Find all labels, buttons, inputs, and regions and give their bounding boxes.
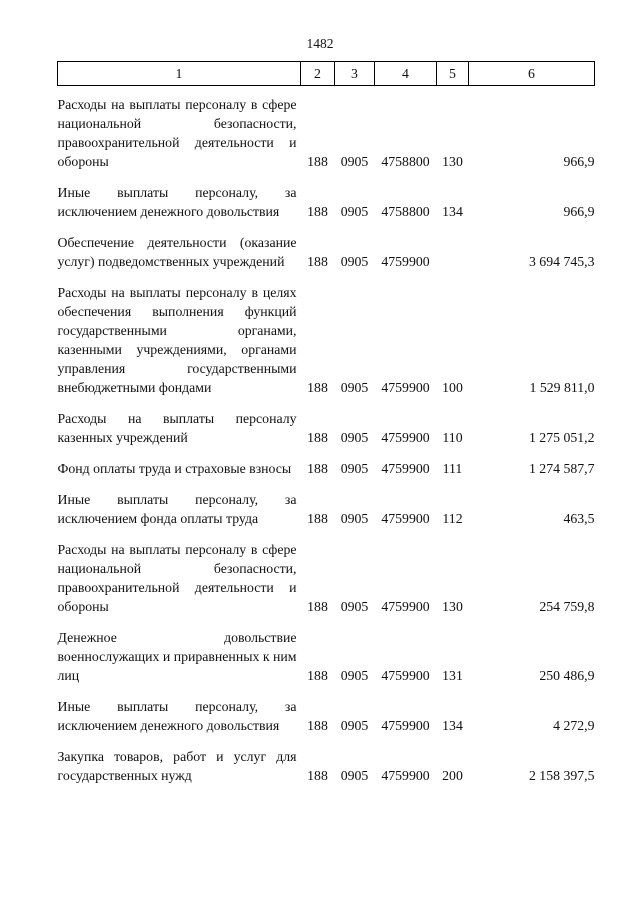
table-row: [58, 397, 595, 447]
row-rzpr-cell: 0905: [340, 718, 369, 733]
row-csr-cell: 4759900: [381, 430, 430, 445]
row-vr-cell: 134: [442, 718, 463, 733]
row-csr-cell: 4759900: [381, 768, 430, 783]
row-vr-cell: 131: [442, 668, 463, 683]
table-row: [58, 86, 595, 172]
row-name-cell: Обеспечение деятельности (оказание услуг) подведомственных учреждений: [57, 235, 297, 269]
row-csr-cell: 4759900: [381, 511, 430, 526]
column-header-2: 2: [301, 62, 335, 86]
row-vr-cell: 112: [442, 511, 463, 526]
table-row: [58, 171, 595, 221]
row-ved-cell: 188: [307, 668, 328, 683]
row-sum-cell: 3 694 745,3: [528, 254, 595, 269]
row-sum-cell: 966,9: [563, 204, 595, 219]
table-row: [58, 221, 595, 271]
row-sum-cell: 966,9: [563, 154, 595, 169]
column-header-6: 6: [469, 62, 595, 86]
row-vr-cell: 110: [442, 430, 463, 445]
row-ved-cell: 188: [307, 461, 328, 476]
row-ved-cell: 188: [307, 599, 328, 614]
table-row: [58, 735, 595, 785]
row-rzpr-cell: 0905: [340, 380, 369, 395]
row-sum-cell: 463,5: [563, 511, 595, 526]
table-row: [58, 271, 595, 397]
column-header-4: 4: [375, 62, 437, 86]
row-ved-cell: 188: [307, 154, 328, 169]
row-rzpr-cell: 0905: [340, 430, 369, 445]
row-vr-cell: [437, 221, 469, 271]
row-ved-cell: 188: [307, 511, 328, 526]
row-rzpr-cell: 0905: [340, 204, 369, 219]
row-sum-cell: 250 486,9: [539, 668, 595, 683]
row-rzpr-cell: 0905: [340, 511, 369, 526]
table-row: [58, 478, 595, 528]
table-header-row: [58, 62, 595, 86]
row-vr-cell: 130: [442, 154, 463, 169]
page-number: 1482: [306, 36, 334, 51]
table-row: [58, 685, 595, 735]
row-csr-cell: 4759900: [381, 461, 430, 476]
table-row: [58, 528, 595, 616]
budget-table: [57, 61, 595, 785]
row-csr-cell: 4759900: [381, 718, 430, 733]
row-name-cell: Денежное довольствие военнослужащих и приравненных к ним лиц: [57, 630, 297, 683]
table-row: [58, 616, 595, 685]
row-vr-cell: 130: [442, 599, 463, 614]
row-ved-cell: 188: [307, 204, 328, 219]
row-vr-cell: 100: [442, 380, 463, 395]
row-ved-cell: 188: [307, 380, 328, 395]
row-rzpr-cell: 0905: [340, 768, 369, 783]
table-row: [58, 447, 595, 478]
row-sum-cell: 1 529 811,0: [529, 380, 595, 395]
row-name-cell: Иные выплаты персоналу, за исключением фонда оплаты труда: [57, 492, 297, 526]
row-rzpr-cell: 0905: [340, 599, 369, 614]
row-ved-cell: 188: [307, 430, 328, 445]
row-csr-cell: 4758800: [381, 154, 430, 169]
row-name-cell: Расходы на выплаты персоналу казенных учреждений: [57, 411, 297, 445]
row-name-cell: Расходы на выплаты персоналу в сфере национальной безопасности, правоохранительной деятельности и обороны: [57, 97, 297, 169]
row-name-cell: Закупка товаров, работ и услуг для государственных нужд: [57, 749, 297, 783]
row-ved-cell: 188: [307, 768, 328, 783]
row-rzpr-cell: 0905: [340, 668, 369, 683]
row-csr-cell: 4759900: [381, 668, 430, 683]
row-csr-cell: 4759900: [381, 380, 430, 395]
row-sum-cell: 4 272,9: [553, 718, 595, 733]
row-csr-cell: 4758800: [381, 204, 430, 219]
row-vr-cell: 200: [442, 768, 463, 783]
row-csr-cell: 4759900: [381, 254, 430, 269]
row-name-cell: Расходы на выплаты персоналу в целях обеспечения выполнения функций государственными органами, казенными учреждениями, органами управления государственными внебюджетными фондами: [57, 285, 297, 395]
row-sum-cell: 1 275 051,2: [528, 430, 595, 445]
row-vr-cell: 134: [442, 204, 463, 219]
column-header-1: 1: [58, 62, 301, 86]
row-ved-cell: 188: [307, 254, 328, 269]
row-sum-cell: 1 274 587,7: [528, 461, 595, 476]
row-ved-cell: 188: [307, 718, 328, 733]
row-rzpr-cell: 0905: [340, 461, 369, 476]
row-vr-cell: 111: [442, 461, 463, 476]
row-sum-cell: 254 759,8: [539, 599, 595, 614]
row-name-cell: Фонд оплаты труда и страховые взносы: [57, 461, 292, 476]
column-header-5: 5: [437, 62, 469, 86]
column-header-3: 3: [335, 62, 375, 86]
row-name-cell: Расходы на выплаты персоналу в сфере национальной безопасности, правоохранительной деятельности и обороны: [57, 542, 297, 614]
row-rzpr-cell: 0905: [340, 254, 369, 269]
row-sum-cell: 2 158 397,5: [528, 768, 595, 783]
row-csr-cell: 4759900: [381, 599, 430, 614]
row-rzpr-cell: 0905: [340, 154, 369, 169]
row-name-cell: Иные выплаты персоналу, за исключением денежного довольствия: [57, 185, 297, 219]
row-name-cell: Иные выплаты персоналу, за исключением денежного довольствия: [57, 699, 297, 733]
